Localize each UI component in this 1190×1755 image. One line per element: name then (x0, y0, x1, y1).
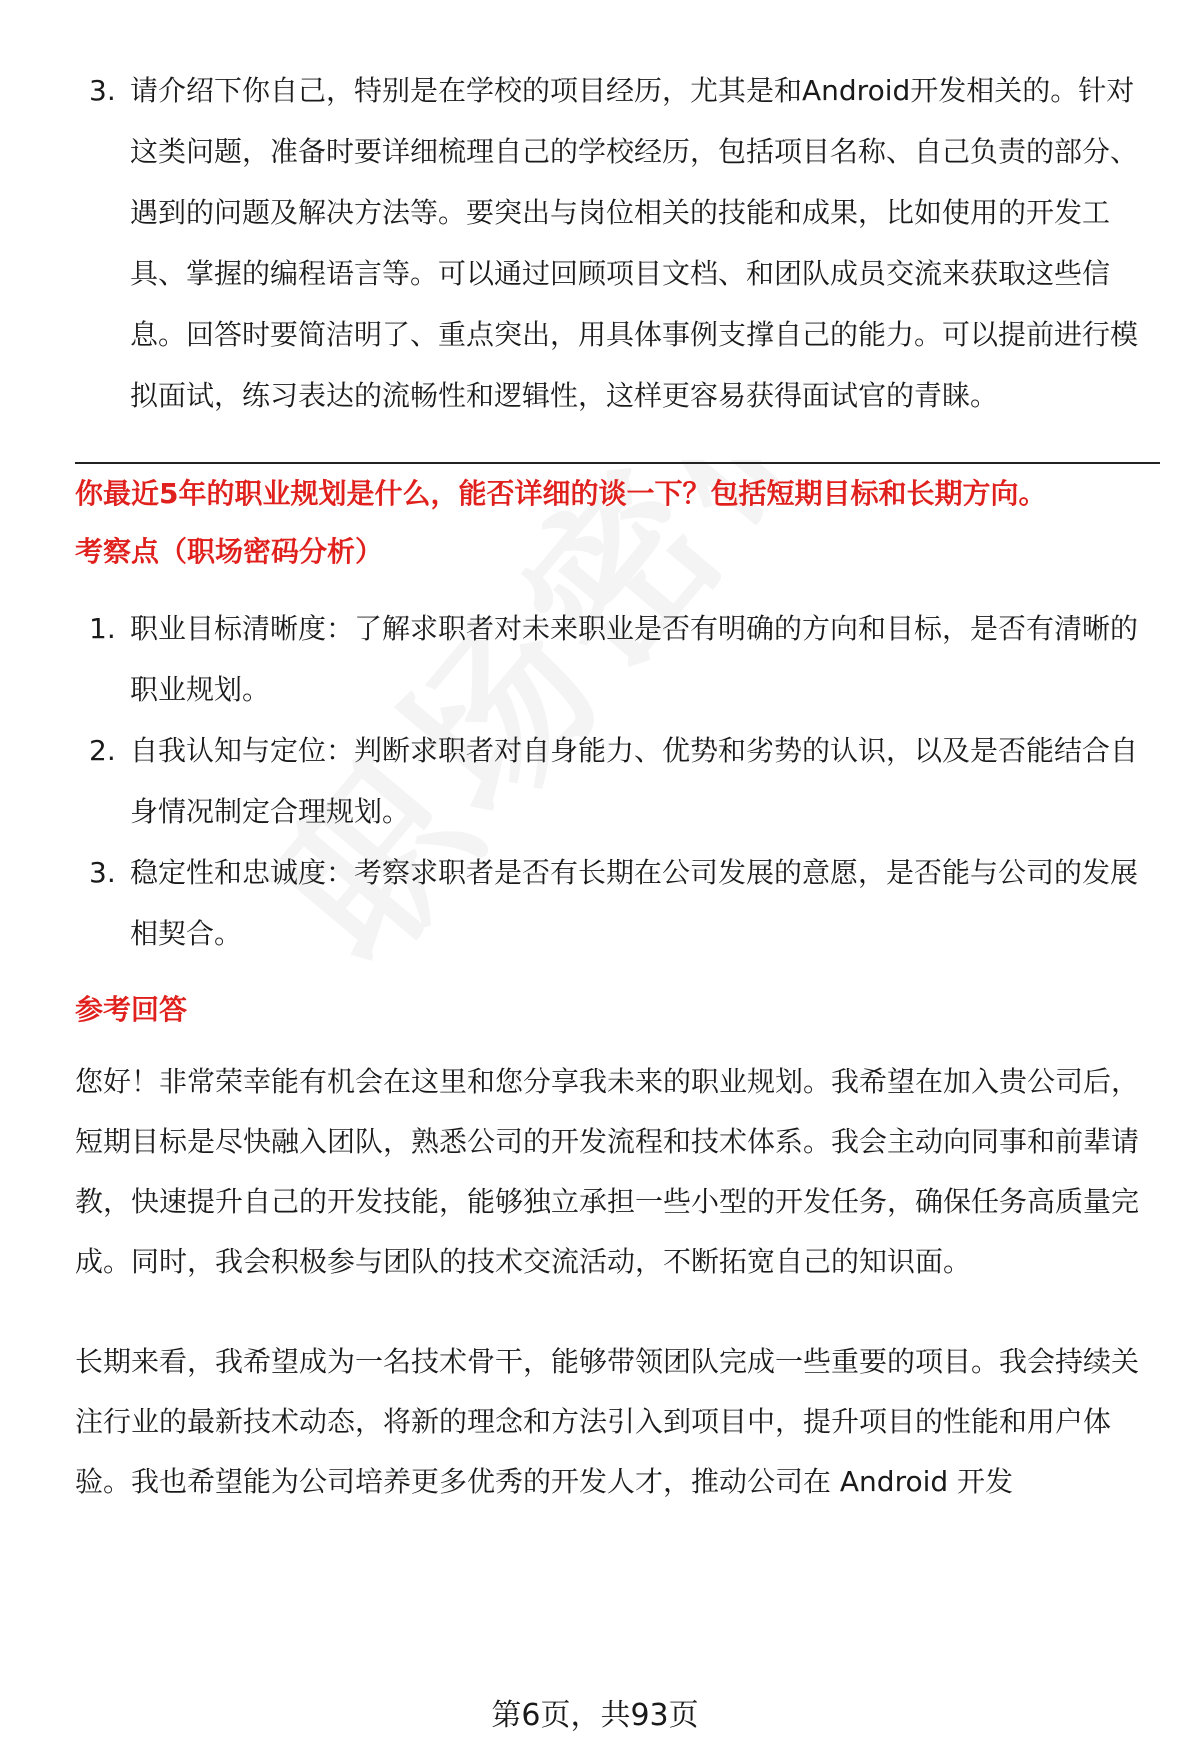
list-item-number: 1. (89, 612, 116, 645)
page-footer: 第6页，共93页 (491, 1698, 699, 1733)
question-heading: 你最近5年的职业规划是什么，能否详细的谈一下？包括短期目标和长期方向。 (75, 477, 1047, 510)
intro-list (75, 60, 1160, 426)
answer-paragraph: 长期来看，我希望成为一名技术骨干，能够带领团队完成一些重要的项目。我会持续关注行业的最新技术动态，将新的理念和方法引入到项目中，提升项目的性能和用户体验。我也希望能为公司培养更多优秀的开发人才，推动公司在 Android 开发 (75, 1345, 1140, 1498)
page-content (75, 60, 1160, 1512)
list-item-number: 3. (89, 74, 116, 107)
points-list (75, 598, 1160, 964)
answer-heading: 参考回答 (75, 993, 188, 1026)
list-item-number: 2. (89, 734, 116, 767)
list-item (75, 60, 1160, 426)
list-item-text: 自我认知与定位：判断求职者对自身能力、优势和劣势的认识，以及是否能结合自身情况制定合理规划。 (130, 734, 1139, 828)
list-item (75, 842, 1160, 964)
list-item-text: 职业目标清晰度：了解求职者对未来职业是否有明确的方向和目标，是否有清晰的职业规划。 (130, 612, 1139, 706)
list-item-text: 稳定性和忠诚度：考察求职者是否有长期在公司发展的意愿，是否能与公司的发展相契合。 (130, 856, 1139, 950)
answer-paragraph: 您好！非常荣幸能有机会在这里和您分享我未来的职业规划。我希望在加入贵公司后，短期目标是尽快融入团队，熟悉公司的开发流程和技术体系。我会主动向同事和前辈请教，快速提升自己的开发技能，能够独立承担一些小型的开发任务，确保任务高质量完成。同时，我会积极参与团队的技术交流活动，不断拓宽自己的知识面。 (75, 1065, 1140, 1278)
list-item (75, 720, 1160, 842)
section-divider (75, 462, 1160, 464)
points-heading: 考察点（职场密码分析） (75, 535, 384, 568)
list-item-number: 3. (89, 856, 116, 889)
list-item-text: 请介绍下你自己，特别是在学校的项目经历，尤其是和Android开发相关的。针对这类问题，准备时要详细梳理自己的学校经历，包括项目名称、自己负责的部分、遇到的问题及解决方法等。要突出与岗位相关的技能和成果，比如使用的开发工具、掌握的编程语言等。可以通过回顾项目文档、和团队成员交流来获取这些信息。回答时要简洁明了、重点突出，用具体事例支撑自己的能力。可以提前进行模拟面试，练习表达的流畅性和逻辑性，这样更容易获得面试官的青睐。 (130, 74, 1139, 412)
list-item (75, 598, 1160, 720)
